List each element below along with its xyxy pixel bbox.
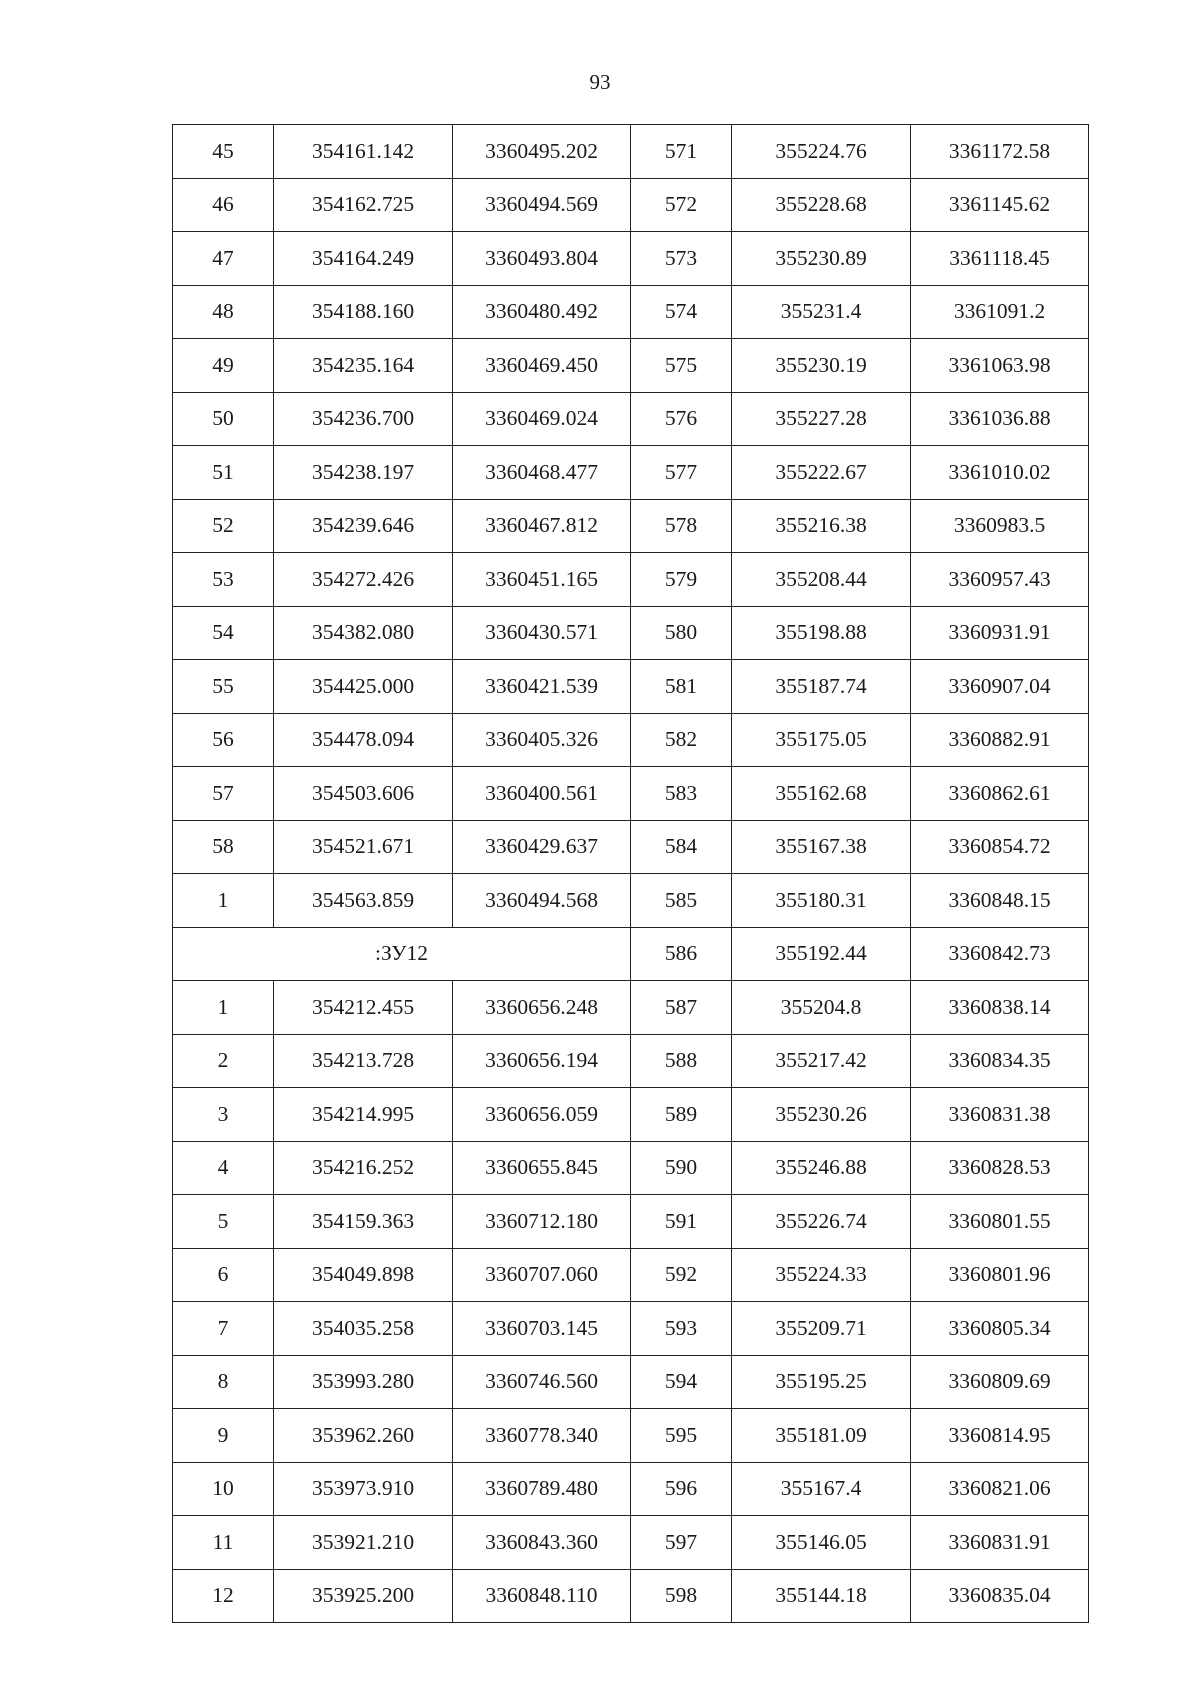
right-x-coordinate-cell: 355209.71 <box>732 1302 911 1356</box>
left-y-coordinate-cell: 3360655.845 <box>453 1141 631 1195</box>
table-row <box>173 446 1089 500</box>
right-y-coordinate-cell: 3360828.53 <box>911 1141 1089 1195</box>
right-x-coordinate-cell: 355175.05 <box>732 713 911 767</box>
left-y-coordinate-cell: 3360493.804 <box>453 232 631 286</box>
right-y-coordinate-cell: 3361091.2 <box>911 285 1089 339</box>
right-x-coordinate-cell: 355230.89 <box>732 232 911 286</box>
left-y-coordinate-cell: 3360480.492 <box>453 285 631 339</box>
table-row <box>173 499 1089 553</box>
left-y-coordinate-cell: 3360712.180 <box>453 1195 631 1249</box>
right-x-coordinate-cell: 355167.4 <box>732 1462 911 1516</box>
section-title-cell: :ЗУ12 <box>173 927 631 981</box>
left-y-coordinate-cell: 3360495.202 <box>453 125 631 179</box>
left-x-coordinate-cell: 354035.258 <box>274 1302 453 1356</box>
left-y-coordinate-cell: 3360778.340 <box>453 1409 631 1463</box>
left-point-number-cell: 51 <box>173 446 274 500</box>
left-point-number-cell: 45 <box>173 125 274 179</box>
right-y-coordinate-cell: 3360882.91 <box>911 713 1089 767</box>
table-row <box>173 874 1089 928</box>
right-point-number-cell: 586 <box>631 927 732 981</box>
right-y-coordinate-cell: 3360931.91 <box>911 606 1089 660</box>
table-row <box>173 1302 1089 1356</box>
table-row <box>173 713 1089 767</box>
left-x-coordinate-cell: 354188.160 <box>274 285 453 339</box>
right-x-coordinate-cell: 355230.19 <box>732 339 911 393</box>
right-point-number-cell: 579 <box>631 553 732 607</box>
right-x-coordinate-cell: 355208.44 <box>732 553 911 607</box>
left-point-number-cell: 1 <box>173 981 274 1035</box>
right-point-number-cell: 596 <box>631 1462 732 1516</box>
right-point-number-cell: 597 <box>631 1516 732 1570</box>
right-y-coordinate-cell: 3360831.38 <box>911 1088 1089 1142</box>
left-point-number-cell: 50 <box>173 392 274 446</box>
left-x-coordinate-cell: 354521.671 <box>274 820 453 874</box>
section-row <box>173 927 1089 981</box>
table-row <box>173 767 1089 821</box>
left-y-coordinate-cell: 3360656.194 <box>453 1034 631 1088</box>
left-y-coordinate-cell: 3360656.248 <box>453 981 631 1035</box>
table-row <box>173 553 1089 607</box>
table-row <box>173 232 1089 286</box>
left-y-coordinate-cell: 3360494.568 <box>453 874 631 928</box>
right-y-coordinate-cell: 3360821.06 <box>911 1462 1089 1516</box>
right-point-number-cell: 573 <box>631 232 732 286</box>
left-point-number-cell: 58 <box>173 820 274 874</box>
right-point-number-cell: 572 <box>631 178 732 232</box>
page-number: 93 <box>589 70 611 94</box>
right-y-coordinate-cell: 3360838.14 <box>911 981 1089 1035</box>
left-y-coordinate-cell: 3360429.637 <box>453 820 631 874</box>
left-y-coordinate-cell: 3360746.560 <box>453 1355 631 1409</box>
right-x-coordinate-cell: 355204.8 <box>732 981 911 1035</box>
left-y-coordinate-cell: 3360789.480 <box>453 1462 631 1516</box>
right-point-number-cell: 582 <box>631 713 732 767</box>
table-row <box>173 1141 1089 1195</box>
right-x-coordinate-cell: 355224.76 <box>732 125 911 179</box>
right-point-number-cell: 592 <box>631 1248 732 1302</box>
left-y-coordinate-cell: 3360400.561 <box>453 767 631 821</box>
table-row <box>173 1355 1089 1409</box>
left-x-coordinate-cell: 354236.700 <box>274 392 453 446</box>
left-y-coordinate-cell: 3360707.060 <box>453 1248 631 1302</box>
left-y-coordinate-cell: 3360468.477 <box>453 446 631 500</box>
table-row <box>173 1248 1089 1302</box>
table-row <box>173 1462 1089 1516</box>
right-x-coordinate-cell: 355195.25 <box>732 1355 911 1409</box>
left-x-coordinate-cell: 354214.995 <box>274 1088 453 1142</box>
right-x-coordinate-cell: 355198.88 <box>732 606 911 660</box>
left-x-coordinate-cell: 354164.249 <box>274 232 453 286</box>
table-row <box>173 392 1089 446</box>
left-point-number-cell: 1 <box>173 874 274 928</box>
left-x-coordinate-cell: 354162.725 <box>274 178 453 232</box>
right-point-number-cell: 598 <box>631 1569 732 1623</box>
left-x-coordinate-cell: 353962.260 <box>274 1409 453 1463</box>
right-point-number-cell: 593 <box>631 1302 732 1356</box>
right-y-coordinate-cell: 3361010.02 <box>911 446 1089 500</box>
left-y-coordinate-cell: 3360656.059 <box>453 1088 631 1142</box>
left-x-coordinate-cell: 354563.859 <box>274 874 453 928</box>
left-x-coordinate-cell: 354159.363 <box>274 1195 453 1249</box>
table-row <box>173 178 1089 232</box>
right-y-coordinate-cell: 3360907.04 <box>911 660 1089 714</box>
right-point-number-cell: 574 <box>631 285 732 339</box>
right-y-coordinate-cell: 3360983.5 <box>911 499 1089 553</box>
right-x-coordinate-cell: 355181.09 <box>732 1409 911 1463</box>
left-y-coordinate-cell: 3360451.165 <box>453 553 631 607</box>
coordinates-table-body <box>173 125 1089 1623</box>
right-point-number-cell: 585 <box>631 874 732 928</box>
left-point-number-cell: 47 <box>173 232 274 286</box>
left-x-coordinate-cell: 354382.080 <box>274 606 453 660</box>
right-point-number-cell: 587 <box>631 981 732 1035</box>
left-x-coordinate-cell: 354212.455 <box>274 981 453 1035</box>
right-point-number-cell: 588 <box>631 1034 732 1088</box>
right-x-coordinate-cell: 355227.28 <box>732 392 911 446</box>
table-row <box>173 285 1089 339</box>
left-point-number-cell: 3 <box>173 1088 274 1142</box>
right-x-coordinate-cell: 355187.74 <box>732 660 911 714</box>
right-point-number-cell: 576 <box>631 392 732 446</box>
table-row <box>173 1409 1089 1463</box>
right-y-coordinate-cell: 3361145.62 <box>911 178 1089 232</box>
right-y-coordinate-cell: 3360842.73 <box>911 927 1089 981</box>
left-y-coordinate-cell: 3360421.539 <box>453 660 631 714</box>
table-row <box>173 820 1089 874</box>
left-x-coordinate-cell: 354213.728 <box>274 1034 453 1088</box>
left-y-coordinate-cell: 3360703.145 <box>453 1302 631 1356</box>
right-y-coordinate-cell: 3360801.55 <box>911 1195 1089 1249</box>
right-x-coordinate-cell: 355224.33 <box>732 1248 911 1302</box>
right-y-coordinate-cell: 3360957.43 <box>911 553 1089 607</box>
right-y-coordinate-cell: 3360805.34 <box>911 1302 1089 1356</box>
left-x-coordinate-cell: 354238.197 <box>274 446 453 500</box>
right-point-number-cell: 577 <box>631 446 732 500</box>
left-y-coordinate-cell: 3360469.024 <box>453 392 631 446</box>
left-x-coordinate-cell: 354216.252 <box>274 1141 453 1195</box>
right-point-number-cell: 578 <box>631 499 732 553</box>
table-row <box>173 981 1089 1035</box>
left-y-coordinate-cell: 3360848.110 <box>453 1569 631 1623</box>
left-point-number-cell: 11 <box>173 1516 274 1570</box>
left-y-coordinate-cell: 3360494.569 <box>453 178 631 232</box>
right-point-number-cell: 580 <box>631 606 732 660</box>
left-point-number-cell: 46 <box>173 178 274 232</box>
right-x-coordinate-cell: 355231.4 <box>732 285 911 339</box>
left-point-number-cell: 7 <box>173 1302 274 1356</box>
left-x-coordinate-cell: 354425.000 <box>274 660 453 714</box>
left-x-coordinate-cell: 353925.200 <box>274 1569 453 1623</box>
left-y-coordinate-cell: 3360430.571 <box>453 606 631 660</box>
right-y-coordinate-cell: 3361172.58 <box>911 125 1089 179</box>
right-x-coordinate-cell: 355192.44 <box>732 927 911 981</box>
left-point-number-cell: 55 <box>173 660 274 714</box>
right-x-coordinate-cell: 355180.31 <box>732 874 911 928</box>
right-point-number-cell: 590 <box>631 1141 732 1195</box>
right-point-number-cell: 595 <box>631 1409 732 1463</box>
right-point-number-cell: 575 <box>631 339 732 393</box>
left-x-coordinate-cell: 353921.210 <box>274 1516 453 1570</box>
right-x-coordinate-cell: 355228.68 <box>732 178 911 232</box>
left-point-number-cell: 2 <box>173 1034 274 1088</box>
table-row <box>173 339 1089 393</box>
left-point-number-cell: 5 <box>173 1195 274 1249</box>
right-x-coordinate-cell: 355144.18 <box>732 1569 911 1623</box>
left-x-coordinate-cell: 354235.164 <box>274 339 453 393</box>
right-y-coordinate-cell: 3361118.45 <box>911 232 1089 286</box>
left-x-coordinate-cell: 354161.142 <box>274 125 453 179</box>
right-x-coordinate-cell: 355230.26 <box>732 1088 911 1142</box>
right-y-coordinate-cell: 3361036.88 <box>911 392 1089 446</box>
right-y-coordinate-cell: 3360834.35 <box>911 1034 1089 1088</box>
table-row <box>173 606 1089 660</box>
left-x-coordinate-cell: 353973.910 <box>274 1462 453 1516</box>
left-point-number-cell: 6 <box>173 1248 274 1302</box>
left-x-coordinate-cell: 354272.426 <box>274 553 453 607</box>
left-point-number-cell: 9 <box>173 1409 274 1463</box>
right-point-number-cell: 583 <box>631 767 732 821</box>
right-x-coordinate-cell: 355167.38 <box>732 820 911 874</box>
table-row <box>173 660 1089 714</box>
left-point-number-cell: 10 <box>173 1462 274 1516</box>
left-point-number-cell: 54 <box>173 606 274 660</box>
right-point-number-cell: 571 <box>631 125 732 179</box>
left-point-number-cell: 4 <box>173 1141 274 1195</box>
table-row <box>173 1195 1089 1249</box>
left-x-coordinate-cell: 353993.280 <box>274 1355 453 1409</box>
left-point-number-cell: 49 <box>173 339 274 393</box>
right-x-coordinate-cell: 355146.05 <box>732 1516 911 1570</box>
left-point-number-cell: 12 <box>173 1569 274 1623</box>
right-y-coordinate-cell: 3360801.96 <box>911 1248 1089 1302</box>
table-row <box>173 125 1089 179</box>
left-point-number-cell: 48 <box>173 285 274 339</box>
right-x-coordinate-cell: 355217.42 <box>732 1034 911 1088</box>
left-y-coordinate-cell: 3360843.360 <box>453 1516 631 1570</box>
right-y-coordinate-cell: 3360835.04 <box>911 1569 1089 1623</box>
right-y-coordinate-cell: 3360862.61 <box>911 767 1089 821</box>
left-x-coordinate-cell: 354478.094 <box>274 713 453 767</box>
left-x-coordinate-cell: 354239.646 <box>274 499 453 553</box>
right-y-coordinate-cell: 3360848.15 <box>911 874 1089 928</box>
left-y-coordinate-cell: 3360405.326 <box>453 713 631 767</box>
table-row <box>173 1088 1089 1142</box>
right-point-number-cell: 594 <box>631 1355 732 1409</box>
right-point-number-cell: 581 <box>631 660 732 714</box>
left-point-number-cell: 56 <box>173 713 274 767</box>
left-point-number-cell: 57 <box>173 767 274 821</box>
coordinates-table <box>172 124 1089 1623</box>
right-point-number-cell: 584 <box>631 820 732 874</box>
right-x-coordinate-cell: 355246.88 <box>732 1141 911 1195</box>
right-point-number-cell: 591 <box>631 1195 732 1249</box>
left-y-coordinate-cell: 3360467.812 <box>453 499 631 553</box>
table-row <box>173 1034 1089 1088</box>
table-row <box>173 1516 1089 1570</box>
table-row <box>173 1569 1089 1623</box>
left-point-number-cell: 8 <box>173 1355 274 1409</box>
left-point-number-cell: 53 <box>173 553 274 607</box>
left-y-coordinate-cell: 3360469.450 <box>453 339 631 393</box>
left-x-coordinate-cell: 354503.606 <box>274 767 453 821</box>
right-x-coordinate-cell: 355226.74 <box>732 1195 911 1249</box>
right-y-coordinate-cell: 3361063.98 <box>911 339 1089 393</box>
right-y-coordinate-cell: 3360854.72 <box>911 820 1089 874</box>
right-y-coordinate-cell: 3360814.95 <box>911 1409 1089 1463</box>
right-point-number-cell: 589 <box>631 1088 732 1142</box>
left-x-coordinate-cell: 354049.898 <box>274 1248 453 1302</box>
right-x-coordinate-cell: 355222.67 <box>732 446 911 500</box>
left-point-number-cell: 52 <box>173 499 274 553</box>
right-y-coordinate-cell: 3360809.69 <box>911 1355 1089 1409</box>
right-y-coordinate-cell: 3360831.91 <box>911 1516 1089 1570</box>
right-x-coordinate-cell: 355216.38 <box>732 499 911 553</box>
right-x-coordinate-cell: 355162.68 <box>732 767 911 821</box>
